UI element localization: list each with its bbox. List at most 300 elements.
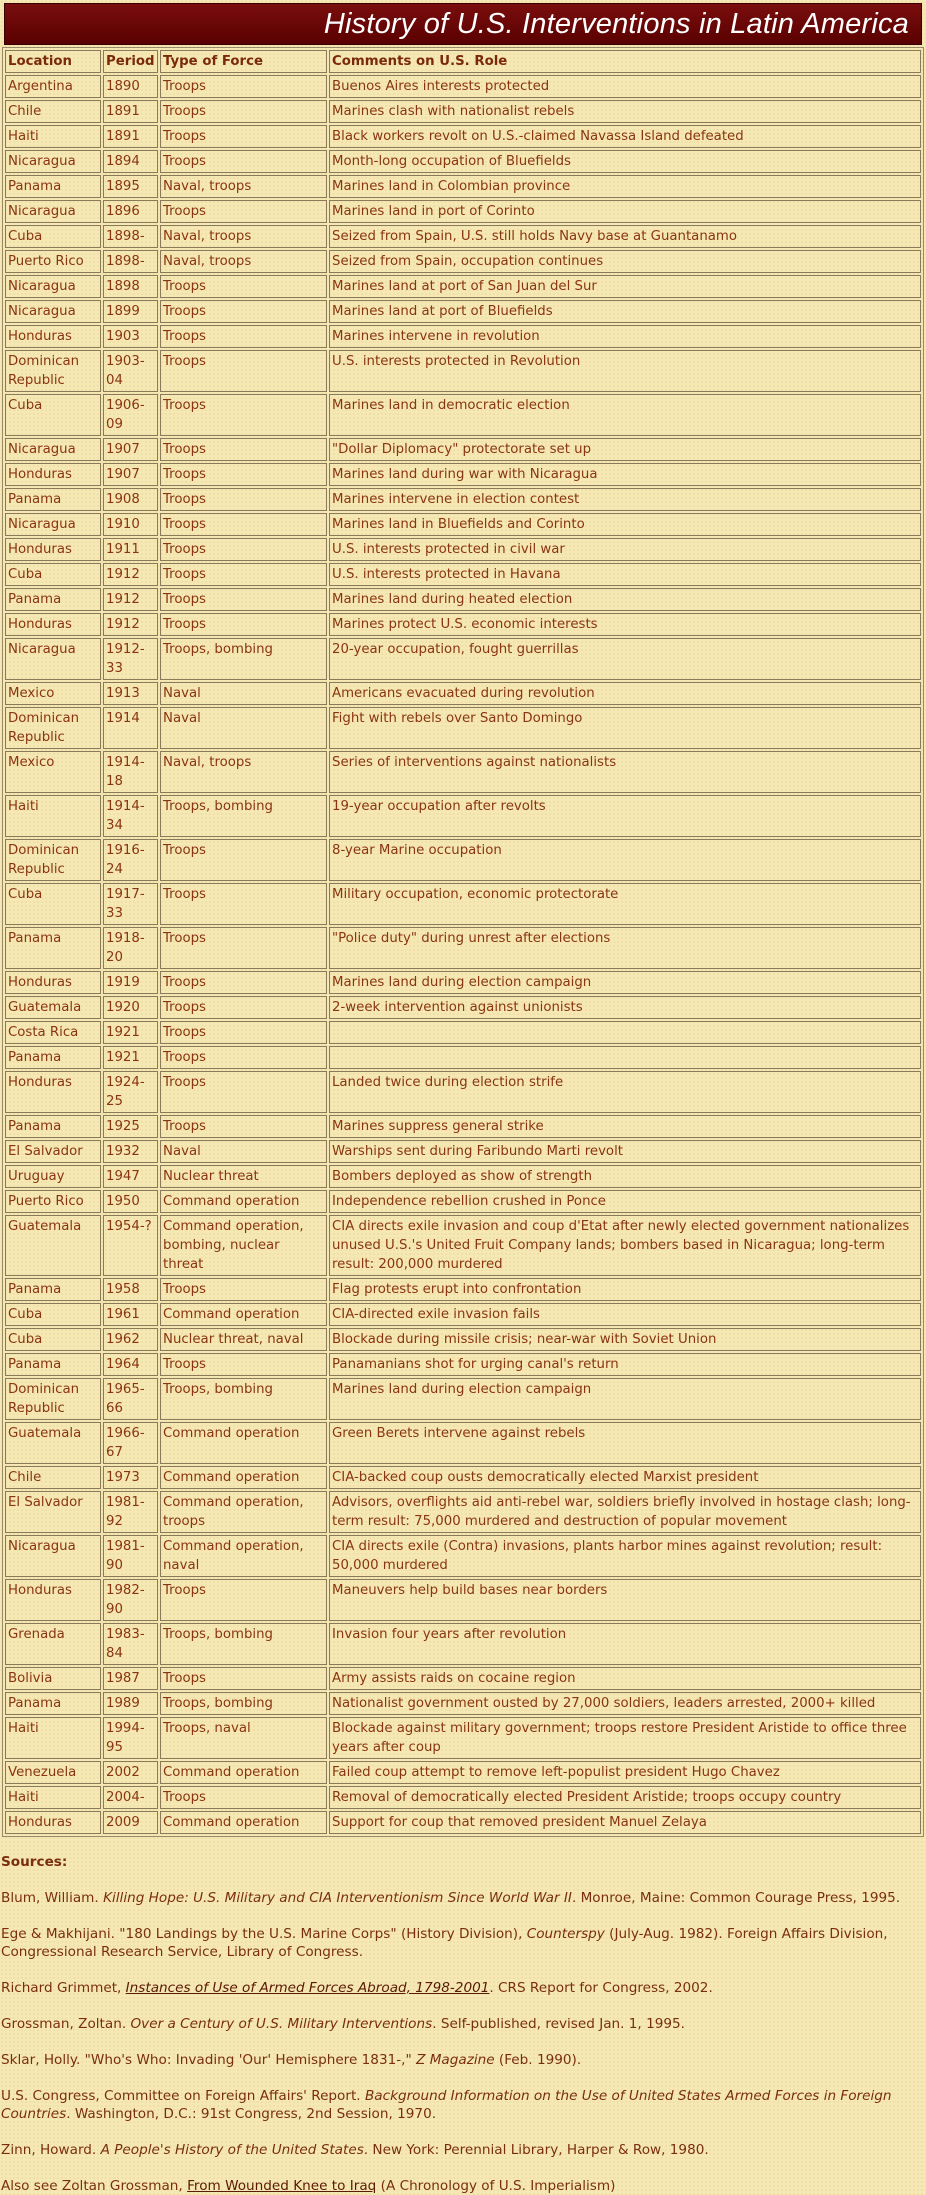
cell-period: 1896 [103, 200, 158, 223]
cell-location: Bolivia [5, 1667, 101, 1690]
cell-period: 1914-34 [103, 795, 158, 837]
cell-location: Honduras [5, 1071, 101, 1113]
cell-period: 1906-09 [103, 394, 158, 436]
cell-type-of-force: Troops [160, 1353, 327, 1376]
source-title: Killing Hope: U.S. Military and CIA Interventionism Since World War II [103, 1890, 572, 1906]
table-row [5, 513, 921, 536]
cell-comments: 2-week intervention against unionists [329, 996, 921, 1019]
table-row [5, 1278, 921, 1301]
cell-location: Honduras [5, 463, 101, 486]
cell-type-of-force: Troops [160, 1046, 327, 1069]
cell-comments: Marines land in democratic election [329, 394, 921, 436]
cell-location: Dominican Republic [5, 350, 101, 392]
table-row [5, 1761, 921, 1784]
source-title: Z Magazine [416, 2052, 495, 2068]
table-row [5, 1692, 921, 1715]
cell-comments: Marines land at port of San Juan del Sur [329, 275, 921, 298]
cell-type-of-force: Troops [160, 1071, 327, 1113]
cell-period: 1914-18 [103, 751, 158, 793]
cell-period: 1973 [103, 1466, 158, 1489]
table-row [5, 707, 921, 749]
cell-type-of-force: Troops [160, 275, 327, 298]
cell-location: El Salvador [5, 1140, 101, 1163]
table-row [5, 1165, 921, 1188]
cell-location: Dominican Republic [5, 839, 101, 881]
table-row [5, 250, 921, 273]
cell-type-of-force: Troops [160, 563, 327, 586]
cell-comments: Blockade during missile crisis; near-war with Soviet Union [329, 1328, 921, 1351]
cell-type-of-force: Command operation, troops [160, 1491, 327, 1533]
table-row [5, 1071, 921, 1113]
cell-location: Chile [5, 100, 101, 123]
cell-location: Venezuela [5, 1761, 101, 1784]
cell-location: Cuba [5, 883, 101, 925]
cell-type-of-force: Troops [160, 613, 327, 636]
cell-location: Honduras [5, 613, 101, 636]
sources-section [0, 1853, 926, 2195]
table-row [5, 1717, 921, 1759]
cell-location: Cuba [5, 563, 101, 586]
cell-type-of-force: Troops [160, 1115, 327, 1138]
table-row [5, 1190, 921, 1213]
cell-period: 1913 [103, 682, 158, 705]
cell-period: 1917-33 [103, 883, 158, 925]
source-ege [1, 1925, 925, 1961]
source-text: Zinn, Howard. [1, 2142, 101, 2158]
cell-comments: Landed twice during election strife [329, 1071, 921, 1113]
cell-comments: Advisors, overflights aid anti-rebel war, soldiers briefly involved in hostage clash; long-term result: 75,000 murdered and destruction of popular movement [329, 1491, 921, 1533]
cell-comments: Marines land in Bluefields and Corinto [329, 513, 921, 536]
cell-type-of-force: Troops [160, 325, 327, 348]
table-row [5, 150, 921, 173]
cell-type-of-force: Naval [160, 1140, 327, 1163]
cell-period: 2004- [103, 1786, 158, 1809]
cell-comments: Warships sent during Faribundo Marti revolt [329, 1140, 921, 1163]
cell-location: Cuba [5, 394, 101, 436]
source-text: . New York: Perennial Library, Harper & Row, 1980. [363, 2142, 709, 2158]
table-row [5, 638, 921, 680]
source-text: U.S. Congress, Committee on Foreign Affairs' Report. [1, 2088, 365, 2104]
cell-comments: 20-year occupation, fought guerrillas [329, 638, 921, 680]
cell-comments: Fight with rebels over Santo Domingo [329, 707, 921, 749]
source-title: Background Information on the Use of United States Armed Forces in Foreign Countries [1, 2088, 892, 2122]
cell-type-of-force: Naval, troops [160, 225, 327, 248]
source-text: (A Chronology of U.S. Imperialism) [376, 2178, 616, 2194]
cell-location: Costa Rica [5, 1021, 101, 1044]
source-zinn [1, 2141, 925, 2159]
table-row [5, 1811, 921, 1834]
cell-comments: U.S. interests protected in civil war [329, 538, 921, 561]
cell-type-of-force: Troops [160, 996, 327, 1019]
cell-type-of-force: Troops [160, 350, 327, 392]
table-row [5, 1378, 921, 1420]
cell-location: Cuba [5, 1328, 101, 1351]
cell-period: 1895 [103, 175, 158, 198]
header-location: Location [5, 50, 101, 73]
source-text: Grossman, Zoltan. [1, 2016, 131, 2032]
table-row [5, 971, 921, 994]
table-row [5, 795, 921, 837]
cell-period: 1912 [103, 613, 158, 636]
cell-location: Guatemala [5, 996, 101, 1019]
cell-period: 1898- [103, 250, 158, 273]
cell-location: Nicaragua [5, 638, 101, 680]
table-row [5, 350, 921, 392]
cell-location: Nicaragua [5, 300, 101, 323]
cell-period: 1947 [103, 1165, 158, 1188]
cell-comments: Flag protests erupt into confrontation [329, 1278, 921, 1301]
cell-comments: Marines suppress general strike [329, 1115, 921, 1138]
source-text: Sklar, Holly. "Who's Who: Invading 'Our' Hemisphere 1831-," [1, 2052, 417, 2068]
table-row [5, 300, 921, 323]
cell-period: 1903-04 [103, 350, 158, 392]
table-body [5, 75, 921, 1834]
cell-comments: Buenos Aires interests protected [329, 75, 921, 98]
cell-period: 1965-66 [103, 1378, 158, 1420]
cell-type-of-force: Troops [160, 488, 327, 511]
cell-type-of-force: Troops [160, 75, 327, 98]
cell-comments: Nationalist government ousted by 27,000 soldiers, leaders arrested, 2000+ killed [329, 1692, 921, 1715]
cell-period: 1924-25 [103, 1071, 158, 1113]
cell-period: 1966-67 [103, 1422, 158, 1464]
cell-comments: Army assists raids on cocaine region [329, 1667, 921, 1690]
cell-period: 1898- [103, 225, 158, 248]
cell-period: 1894 [103, 150, 158, 173]
cell-type-of-force: Command operation [160, 1811, 327, 1834]
cell-comments: Marines clash with nationalist rebels [329, 100, 921, 123]
cell-type-of-force: Command operation [160, 1761, 327, 1784]
table-row [5, 463, 921, 486]
cell-comments: Seized from Spain, occupation continues [329, 250, 921, 273]
table-row [5, 1115, 921, 1138]
cell-period: 1914 [103, 707, 158, 749]
source-grimmet [1, 1979, 925, 1997]
table-row [5, 488, 921, 511]
table-row [5, 394, 921, 436]
cell-comments: Marines land in port of Corinto [329, 200, 921, 223]
cell-comments: CIA directs exile (Contra) invasions, plants harbor mines against revolution; result: 50,000 murdered [329, 1535, 921, 1577]
cell-location: Panama [5, 1115, 101, 1138]
cell-location: Grenada [5, 1623, 101, 1665]
cell-type-of-force: Troops [160, 300, 327, 323]
cell-location: Haiti [5, 125, 101, 148]
cell-comments: Marines land during war with Nicaragua [329, 463, 921, 486]
cell-comments: Americans evacuated during revolution [329, 682, 921, 705]
cell-comments: U.S. interests protected in Revolution [329, 350, 921, 392]
cell-location: Panama [5, 488, 101, 511]
cell-period: 1958 [103, 1278, 158, 1301]
table-row [5, 883, 921, 925]
cell-comments: Blockade against military government; troops restore President Aristide to office three years after coup [329, 1717, 921, 1759]
cell-comments: Marines intervene in election contest [329, 488, 921, 511]
cell-period: 1899 [103, 300, 158, 323]
cell-comments: CIA-directed exile invasion fails [329, 1303, 921, 1326]
cell-type-of-force: Troops [160, 971, 327, 994]
cell-period: 1987 [103, 1667, 158, 1690]
cell-period: 1912 [103, 563, 158, 586]
cell-location: Nicaragua [5, 438, 101, 461]
source-title: A People's History of the United States [100, 2142, 364, 2158]
source-text: . Washington, D.C.: 91st Congress, 2nd Session, 1970. [66, 2106, 437, 2122]
source-text: Blum, William. [1, 1890, 104, 1906]
source-title: Over a Century of U.S. Military Interventions [130, 2016, 433, 2032]
cell-period: 1907 [103, 463, 158, 486]
table-row [5, 927, 921, 969]
table-row [5, 100, 921, 123]
cell-location: Honduras [5, 538, 101, 561]
source-link-grimmet[interactable]: Instances of Use of Armed Forces Abroad, 1798-2001 [125, 1980, 490, 1996]
cell-location: Nicaragua [5, 1535, 101, 1577]
cell-type-of-force: Troops [160, 1021, 327, 1044]
cell-period: 1961 [103, 1303, 158, 1326]
cell-period: 1891 [103, 125, 158, 148]
cell-comments: CIA-backed coup ousts democratically elected Marxist president [329, 1466, 921, 1489]
cell-period: 1898 [103, 275, 158, 298]
source-text: (July-Aug. 1982). Foreign Affairs Division, Congressional Research Service, Library of Congress. [1, 1926, 888, 1960]
cell-comments: Marines land during heated election [329, 588, 921, 611]
cell-location: Dominican Republic [5, 1378, 101, 1420]
table-row [5, 1303, 921, 1326]
table-row [5, 588, 921, 611]
cell-period: 1920 [103, 996, 158, 1019]
cell-period: 1983-84 [103, 1623, 158, 1665]
cell-period: 1912 [103, 588, 158, 611]
cell-period: 1981-90 [103, 1535, 158, 1577]
cell-period: 1954-? [103, 1215, 158, 1276]
cell-location: Nicaragua [5, 513, 101, 536]
source-sklar [1, 2051, 925, 2069]
cell-period: 1921 [103, 1021, 158, 1044]
wounded-knee-link[interactable]: From Wounded Knee to Iraq [187, 2178, 377, 2194]
cell-comments: Invasion four years after revolution [329, 1623, 921, 1665]
cell-type-of-force: Troops [160, 513, 327, 536]
cell-type-of-force: Command operation [160, 1303, 327, 1326]
cell-type-of-force: Naval, troops [160, 751, 327, 793]
cell-period: 1962 [103, 1328, 158, 1351]
header-type-of-force: Type of Force [160, 50, 327, 73]
cell-comments: 8-year Marine occupation [329, 839, 921, 881]
cell-location: Nicaragua [5, 150, 101, 173]
table-row [5, 75, 921, 98]
cell-type-of-force: Troops [160, 150, 327, 173]
cell-location: Haiti [5, 1717, 101, 1759]
cell-comments: Marines protect U.S. economic interests [329, 613, 921, 636]
cell-location: Panama [5, 175, 101, 198]
cell-type-of-force: Nuclear threat, naval [160, 1328, 327, 1351]
table-row [5, 275, 921, 298]
cell-location: El Salvador [5, 1491, 101, 1533]
cell-period: 1918-20 [103, 927, 158, 969]
cell-comments: Seized from Spain, U.S. still holds Navy base at Guantanamo [329, 225, 921, 248]
cell-comments [329, 1046, 921, 1069]
cell-period: 1903 [103, 325, 158, 348]
table-row [5, 125, 921, 148]
cell-location: Guatemala [5, 1422, 101, 1464]
cell-location: Nicaragua [5, 275, 101, 298]
cell-type-of-force: Command operation, naval [160, 1535, 327, 1577]
header-period: Period [103, 50, 158, 73]
cell-type-of-force: Command operation [160, 1190, 327, 1213]
table-row [5, 996, 921, 1019]
table-row [5, 1422, 921, 1464]
cell-type-of-force: Troops [160, 588, 327, 611]
cell-location: Puerto Rico [5, 1190, 101, 1213]
cell-comments: Marines intervene in revolution [329, 325, 921, 348]
cell-period: 1907 [103, 438, 158, 461]
cell-period: 1925 [103, 1115, 158, 1138]
table-row [5, 1021, 921, 1044]
table-row [5, 1328, 921, 1351]
cell-comments: Removal of democratically elected President Aristide; troops occupy country [329, 1786, 921, 1809]
cell-period: 2002 [103, 1761, 158, 1784]
table-row [5, 200, 921, 223]
table-row [5, 1667, 921, 1690]
cell-type-of-force: Troops [160, 538, 327, 561]
cell-location: Panama [5, 1692, 101, 1715]
cell-type-of-force: Naval [160, 707, 327, 749]
cell-type-of-force: Troops [160, 1786, 327, 1809]
cell-period: 1890 [103, 75, 158, 98]
cell-period: 1994-95 [103, 1717, 158, 1759]
table-row [5, 613, 921, 636]
cell-period: 2009 [103, 1811, 158, 1834]
cell-comments: Bombers deployed as show of strength [329, 1165, 921, 1188]
table-row [5, 1215, 921, 1276]
table-row [5, 1579, 921, 1621]
source-text: Also see Zoltan Grossman, [1, 2178, 188, 2194]
cell-type-of-force: Troops [160, 438, 327, 461]
source-also-see [1, 2177, 925, 2195]
source-text: Richard Grimmet, [1, 1980, 126, 1996]
cell-type-of-force: Troops, bombing [160, 638, 327, 680]
cell-location: Cuba [5, 1303, 101, 1326]
cell-type-of-force: Naval, troops [160, 175, 327, 198]
cell-comments: Independence rebellion crushed in Ponce [329, 1190, 921, 1213]
cell-comments: "Dollar Diplomacy" protectorate set up [329, 438, 921, 461]
cell-period: 1989 [103, 1692, 158, 1715]
cell-type-of-force: Troops [160, 200, 327, 223]
source-congress [1, 2087, 925, 2123]
cell-period: 1916-24 [103, 839, 158, 881]
cell-type-of-force: Troops [160, 394, 327, 436]
source-blum [1, 1889, 925, 1907]
cell-location: Haiti [5, 795, 101, 837]
cell-comments: "Police duty" during unrest after elections [329, 927, 921, 969]
cell-period: 1932 [103, 1140, 158, 1163]
cell-period: 1908 [103, 488, 158, 511]
source-text: . Self-published, revised Jan. 1, 1995. [432, 2016, 685, 2032]
cell-comments: Series of interventions against nationalists [329, 751, 921, 793]
table-row [5, 1786, 921, 1809]
cell-location: Honduras [5, 1811, 101, 1834]
cell-period: 1912-33 [103, 638, 158, 680]
cell-period: 1982-90 [103, 1579, 158, 1621]
cell-location: Cuba [5, 225, 101, 248]
cell-type-of-force: Troops [160, 463, 327, 486]
cell-period: 1910 [103, 513, 158, 536]
table-row [5, 1353, 921, 1376]
cell-type-of-force: Troops, bombing [160, 1692, 327, 1715]
cell-type-of-force: Command operation, bombing, nuclear threat [160, 1215, 327, 1276]
cell-location: Dominican Republic [5, 707, 101, 749]
source-title: Counterspy [526, 1926, 605, 1942]
cell-type-of-force: Command operation [160, 1422, 327, 1464]
table-row [5, 1491, 921, 1533]
cell-type-of-force: Troops [160, 1278, 327, 1301]
cell-type-of-force: Troops [160, 927, 327, 969]
interventions-table [2, 47, 924, 1837]
cell-period: 1919 [103, 971, 158, 994]
source-text: (Feb. 1990). [494, 2052, 582, 2068]
cell-comments: CIA directs exile invasion and coup d'Etat after newly elected government nationalizes unused U.S.'s United Fruit Company lands; bombers based in Nicaragua; long-term result: 200,000 murdered [329, 1215, 921, 1276]
cell-comments: Maneuvers help build bases near borders [329, 1579, 921, 1621]
table-row [5, 225, 921, 248]
cell-location: Mexico [5, 682, 101, 705]
table-row [5, 1466, 921, 1489]
cell-period: 1981-92 [103, 1491, 158, 1533]
cell-type-of-force: Troops [160, 883, 327, 925]
cell-location: Honduras [5, 971, 101, 994]
cell-period: 1911 [103, 538, 158, 561]
cell-period: 1950 [103, 1190, 158, 1213]
header-comments: Comments on U.S. Role [329, 50, 921, 73]
cell-comments: Failed coup attempt to remove left-populist president Hugo Chavez [329, 1761, 921, 1784]
cell-comments: Military occupation, economic protectorate [329, 883, 921, 925]
cell-comments: Support for coup that removed president Manuel Zelaya [329, 1811, 921, 1834]
table-row [5, 538, 921, 561]
table-row [5, 751, 921, 793]
cell-location: Chile [5, 1466, 101, 1489]
sources-heading: Sources: [1, 1854, 68, 1870]
cell-location: Guatemala [5, 1215, 101, 1276]
cell-type-of-force: Nuclear threat [160, 1165, 327, 1188]
cell-location: Panama [5, 588, 101, 611]
cell-type-of-force: Troops [160, 839, 327, 881]
table-row [5, 175, 921, 198]
table-row [5, 438, 921, 461]
cell-comments: U.S. interests protected in Havana [329, 563, 921, 586]
cell-type-of-force: Troops [160, 125, 327, 148]
source-text: . Monroe, Maine: Common Courage Press, 1995. [571, 1890, 901, 1906]
cell-location: Mexico [5, 751, 101, 793]
cell-comments: Month-long occupation of Bluefields [329, 150, 921, 173]
table-row [5, 839, 921, 881]
cell-location: Panama [5, 1046, 101, 1069]
cell-location: Puerto Rico [5, 250, 101, 273]
cell-type-of-force: Naval, troops [160, 250, 327, 273]
cell-location: Argentina [5, 75, 101, 98]
cell-comments: Marines land during election campaign [329, 971, 921, 994]
cell-comments: Marines land during election campaign [329, 1378, 921, 1420]
cell-location: Panama [5, 1278, 101, 1301]
source-grossman [1, 2015, 925, 2033]
table-row [5, 682, 921, 705]
cell-comments: 19-year occupation after revolts [329, 795, 921, 837]
cell-type-of-force: Troops [160, 100, 327, 123]
cell-location: Haiti [5, 1786, 101, 1809]
table-row [5, 1535, 921, 1577]
table-row [5, 1623, 921, 1665]
page-title: History of U.S. Interventions in Latin America [323, 7, 909, 40]
cell-location: Uruguay [5, 1165, 101, 1188]
cell-comments: Panamanians shot for urging canal's return [329, 1353, 921, 1376]
cell-comments: Green Berets intervene against rebels [329, 1422, 921, 1464]
table-row [5, 1140, 921, 1163]
table-header-row [5, 50, 921, 73]
cell-period: 1921 [103, 1046, 158, 1069]
table-row [5, 1046, 921, 1069]
cell-comments: Black workers revolt on U.S.-claimed Navassa Island defeated [329, 125, 921, 148]
